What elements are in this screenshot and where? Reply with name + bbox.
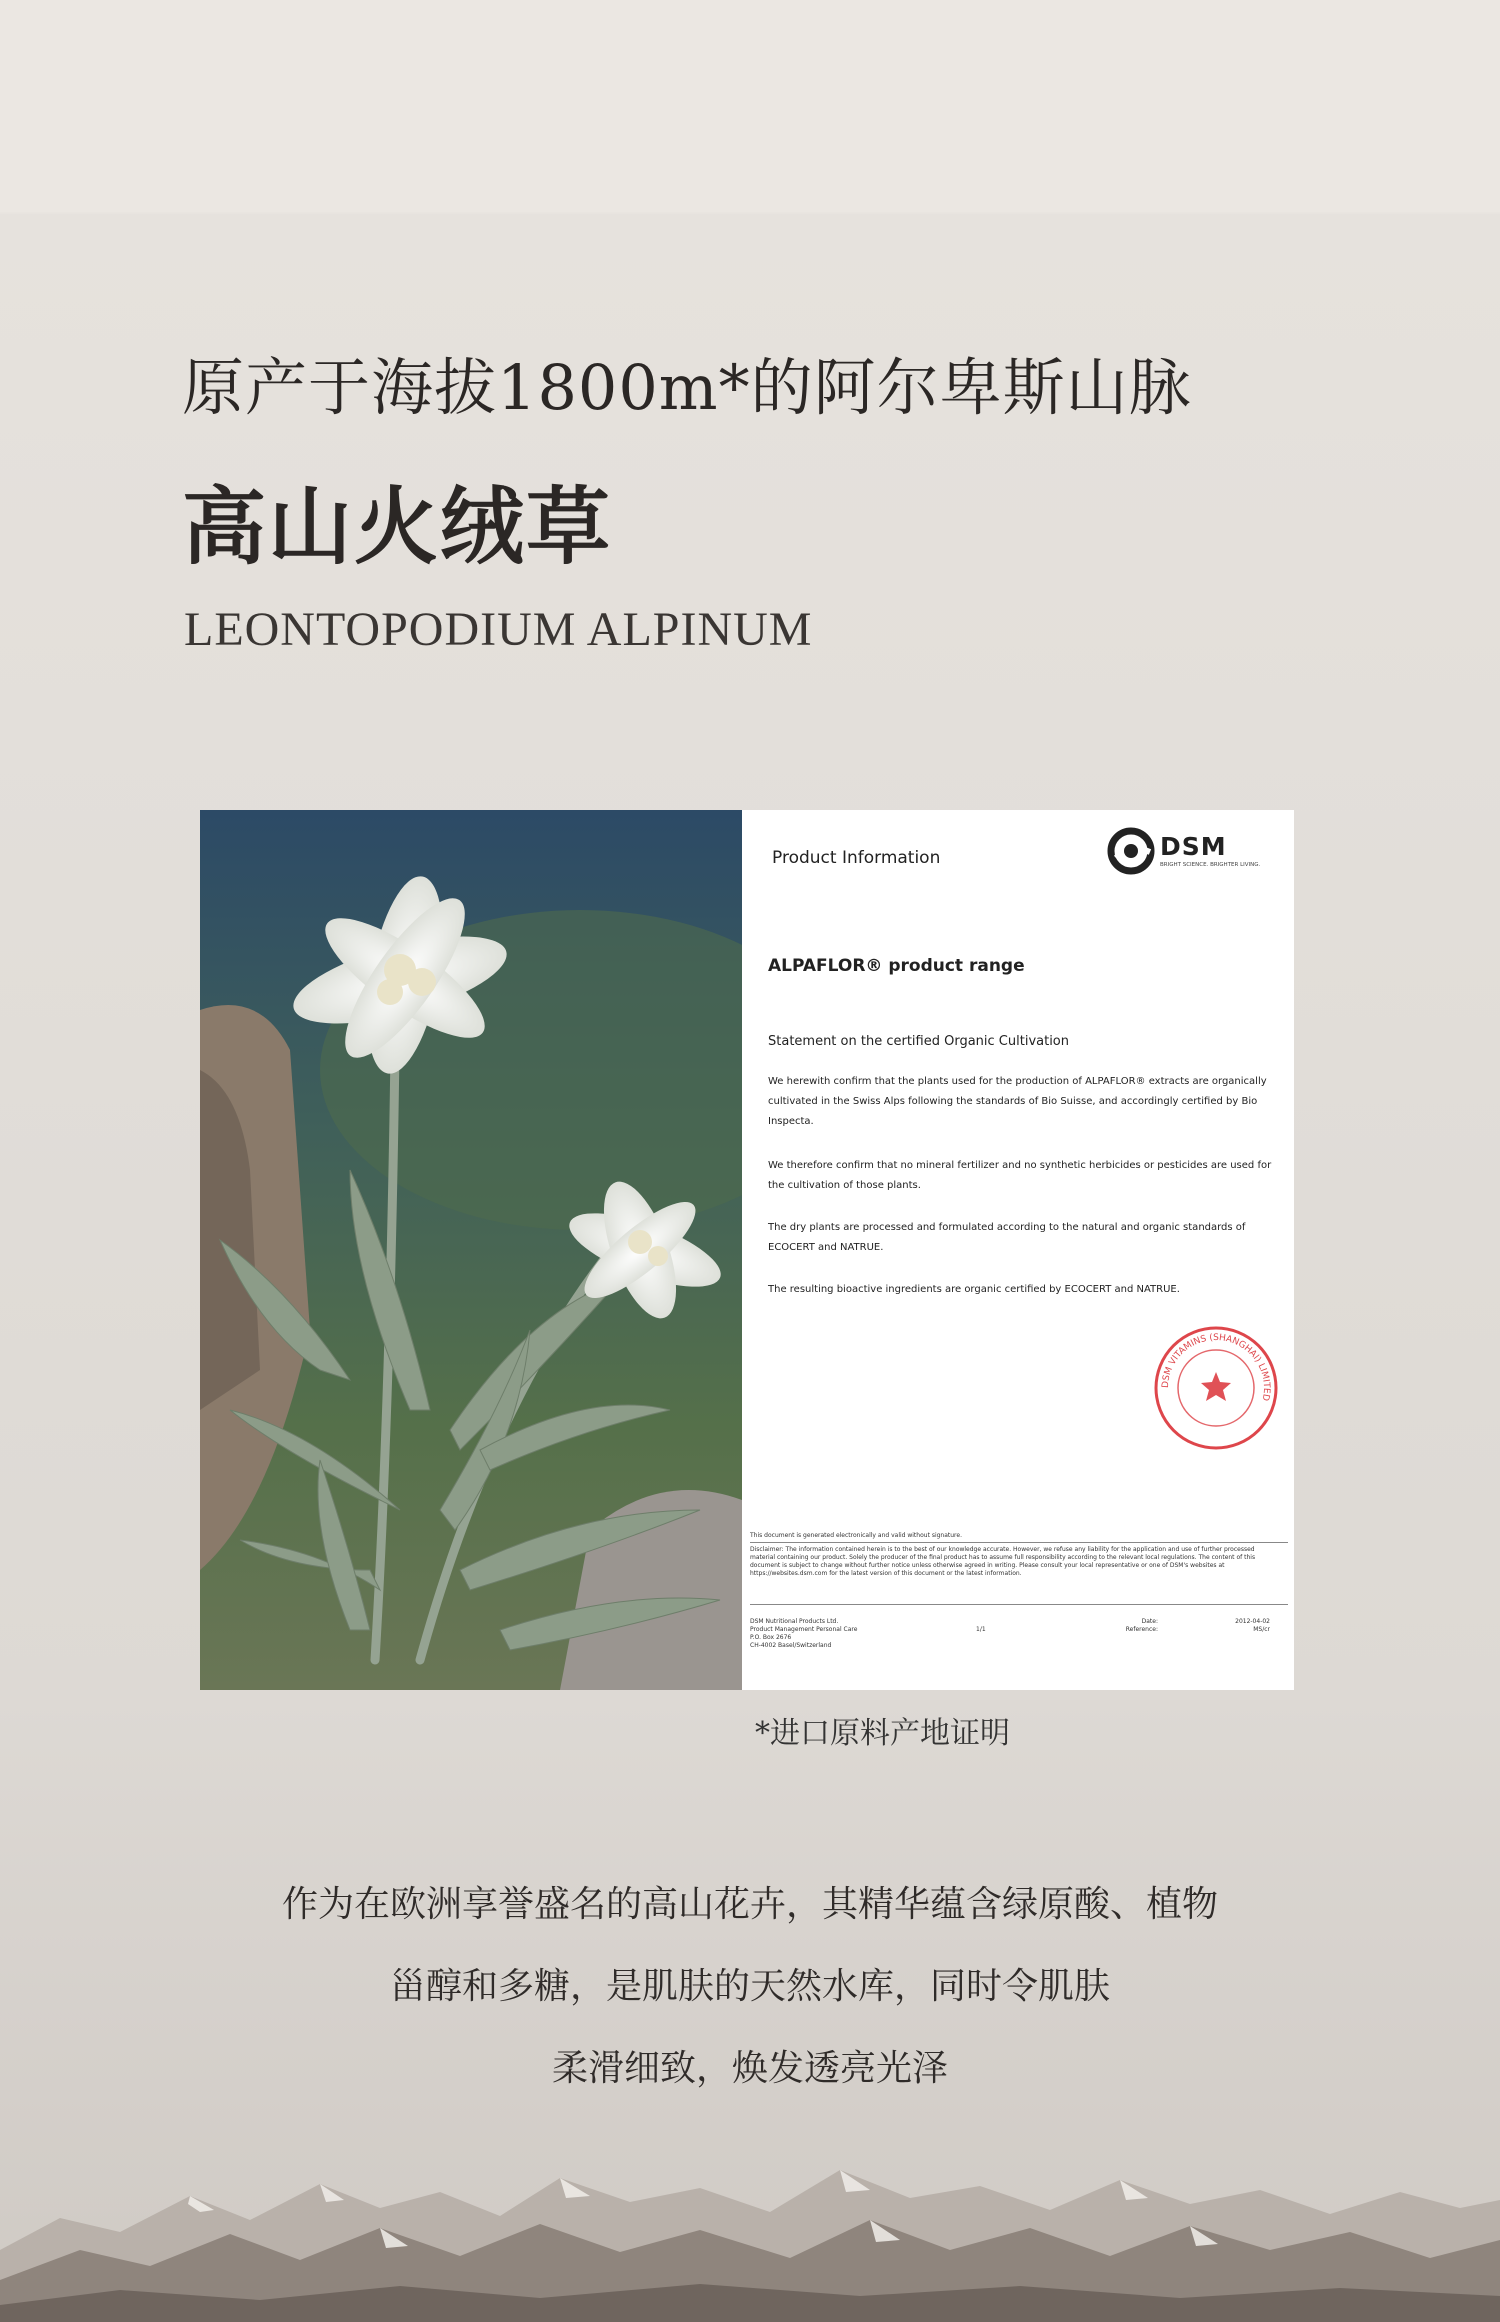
headline-product-name: 高山火绒草	[182, 477, 613, 576]
svg-text:DSM VITAMINS (SHANGHAI) LIMITE: DSM VITAMINS (SHANGHAI) LIMITED	[1160, 1332, 1272, 1402]
footer-values: 2012-04-02 MS/cr	[1235, 1618, 1270, 1633]
divider	[750, 1542, 1288, 1543]
certificate-paragraph: The dry plants are processed and formulated according to the natural and organic standards of ECOCERT and NATRUE.	[768, 1222, 1246, 1253]
edelweiss-photo	[200, 810, 742, 1690]
certificate-caption: *进口原料产地证明	[755, 1716, 1010, 1751]
alpine-mountains-illustration	[0, 2100, 1500, 2322]
footer-address: DSM Nutritional Products Ltd. Product Management Personal Care P.O. Box 2676 CH-4002 Basel/Switzerland	[750, 1618, 858, 1649]
description-line: 作为在欧洲享誉盛名的高山花卉，其精华蕴含绿原酸、植物	[281, 1884, 1218, 1925]
certificate-paragraph: We therefore confirm that no mineral fertilizer and no synthetic herbicides or pesticides are used for the cultivation of those plants.	[768, 1160, 1272, 1191]
dsm-brand-name: DSM	[1160, 832, 1227, 861]
description-line: 柔滑细致，焕发透亮光泽	[551, 2048, 948, 2089]
generated-note: This document is generated electronically and valid without signature.	[750, 1532, 962, 1539]
dsm-logo-icon	[1106, 826, 1156, 876]
description-line: 甾醇和多糖，是肌肤的天然水库，同时令肌肤	[389, 1966, 1110, 2007]
footer-labels: Date: Reference:	[1125, 1618, 1158, 1633]
divider	[750, 1604, 1288, 1605]
headline-origin: 原产于海拔1800m*的阿尔卑斯山脉	[182, 351, 1192, 424]
disclaimer: Disclaimer: The information contained herein is to the best of our knowledge accurate. However, we refuse any liability for the application and use of further processed material containing our product. Solely the producer of the final product has to assume full responsibility according to the relevant local regulations. The content of this document is subject to change without further notice unless otherwise agreed in writing. Please consult your local representative or one of DSM's websites at https://websites.dsm.com for the latest version of this document or the latest information.	[750, 1546, 1256, 1577]
top-band	[0, 0, 1500, 212]
certificate-paragraph: The resulting bioactive ingredients are organic certified by ECOCERT and NATRUE.	[768, 1284, 1180, 1295]
certificate-title: ALPAFLOR® product range	[768, 956, 1025, 976]
certificate-document	[742, 810, 1294, 1690]
certificate-header: Product Information	[772, 848, 941, 868]
latin-name: LEONTOPODIUM ALPINUM	[184, 603, 813, 656]
footer-page: 1/1	[976, 1626, 986, 1633]
certificate-paragraph: We herewith confirm that the plants used for the production of ALPAFLOR® extracts are organically cultivated in the Swiss Alps following the standards of Bio Suisse, and accordingly certified by Bio Inspecta.	[768, 1076, 1267, 1127]
dsm-logo	[1106, 826, 1286, 876]
company-seal-stamp	[1150, 1322, 1282, 1454]
dsm-tagline: BRIGHT SCIENCE. BRIGHTER LIVING.	[1160, 862, 1261, 868]
certificate-subtitle: Statement on the certified Organic Cultivation	[768, 1034, 1069, 1049]
